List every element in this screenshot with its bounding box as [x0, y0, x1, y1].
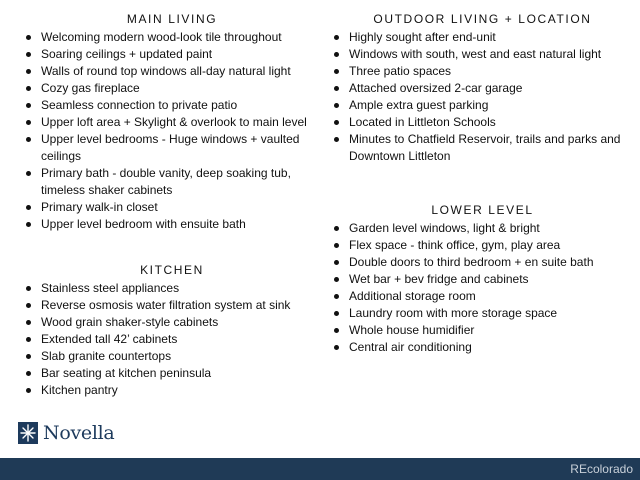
list-item: Stainless steel appliances [22, 280, 322, 297]
list-item: Whole house humidifier [330, 322, 635, 339]
list-item: Slab granite countertops [22, 348, 322, 365]
list-item: Upper level bedroom with ensuite bath [22, 216, 322, 233]
list-item: Double doors to third bedroom + en suite bath [330, 254, 635, 271]
list-item: Located in Littleton Schools [330, 114, 635, 131]
list-item: Garden level windows, light & bright [330, 220, 635, 237]
outdoor-living-list [330, 29, 635, 165]
list-item: Flex space - think office, gym, play area [330, 237, 635, 254]
list-item: Windows with south, west and east natural light [330, 46, 635, 63]
list-item: Attached oversized 2-car garage [330, 80, 635, 97]
list-item: Cozy gas fireplace [22, 80, 322, 97]
kitchen-list [22, 280, 322, 399]
list-item: Additional storage room [330, 288, 635, 305]
list-item: Primary bath - double vanity, deep soaking tub, timeless shaker cabinets [22, 165, 322, 199]
footer-credit: REcolorado [570, 462, 633, 476]
list-item: Seamless connection to private patio [22, 97, 322, 114]
list-item: Laundry room with more storage space [330, 305, 635, 322]
lower-level-heading: LOWER LEVEL [431, 203, 534, 217]
list-item: Upper level bedrooms - Huge windows + vaulted ceilings [22, 131, 322, 165]
list-item: Minutes to Chatfield Reservoir, trails and parks and Downtown Littleton [330, 131, 635, 165]
list-item: Central air conditioning [330, 339, 635, 356]
list-item: Highly sought after end-unit [330, 29, 635, 46]
logo-text: Novella [43, 422, 115, 444]
novella-logo [18, 420, 114, 446]
list-item: Kitchen pantry [22, 382, 322, 399]
main-living-heading: MAIN LIVING [126, 12, 218, 26]
footer-bar [0, 458, 640, 480]
kitchen-section [22, 261, 322, 399]
lower-level-section [330, 201, 635, 356]
left-column [22, 10, 322, 407]
list-item: Reverse osmosis water filtration system at sink [22, 297, 322, 314]
kitchen-heading: KITCHEN [140, 263, 204, 277]
list-item: Soaring ceilings + updated paint [22, 46, 322, 63]
list-item: Ample extra guest parking [330, 97, 635, 114]
list-item: Wood grain shaker-style cabinets [22, 314, 322, 331]
right-column [330, 10, 635, 364]
list-item: Wet bar + bev fridge and cabinets [330, 271, 635, 288]
main-living-section [22, 10, 322, 233]
main-living-list [22, 29, 322, 233]
list-item: Extended tall 42’ cabinets [22, 331, 322, 348]
outdoor-living-heading: OUTDOOR LIVING + LOCATION [373, 12, 592, 26]
list-item: Upper loft area + Skylight & overlook to main level [22, 114, 322, 131]
list-item: Bar seating at kitchen peninsula [22, 365, 322, 382]
list-item: Welcoming modern wood-look tile throughout [22, 29, 322, 46]
list-item: Walls of round top windows all-day natural light [22, 63, 322, 80]
lower-level-list [330, 220, 635, 356]
outdoor-living-section [330, 10, 635, 165]
list-item: Primary walk-in closet [22, 199, 322, 216]
list-item: Three patio spaces [330, 63, 635, 80]
sparkle-icon [18, 422, 38, 444]
